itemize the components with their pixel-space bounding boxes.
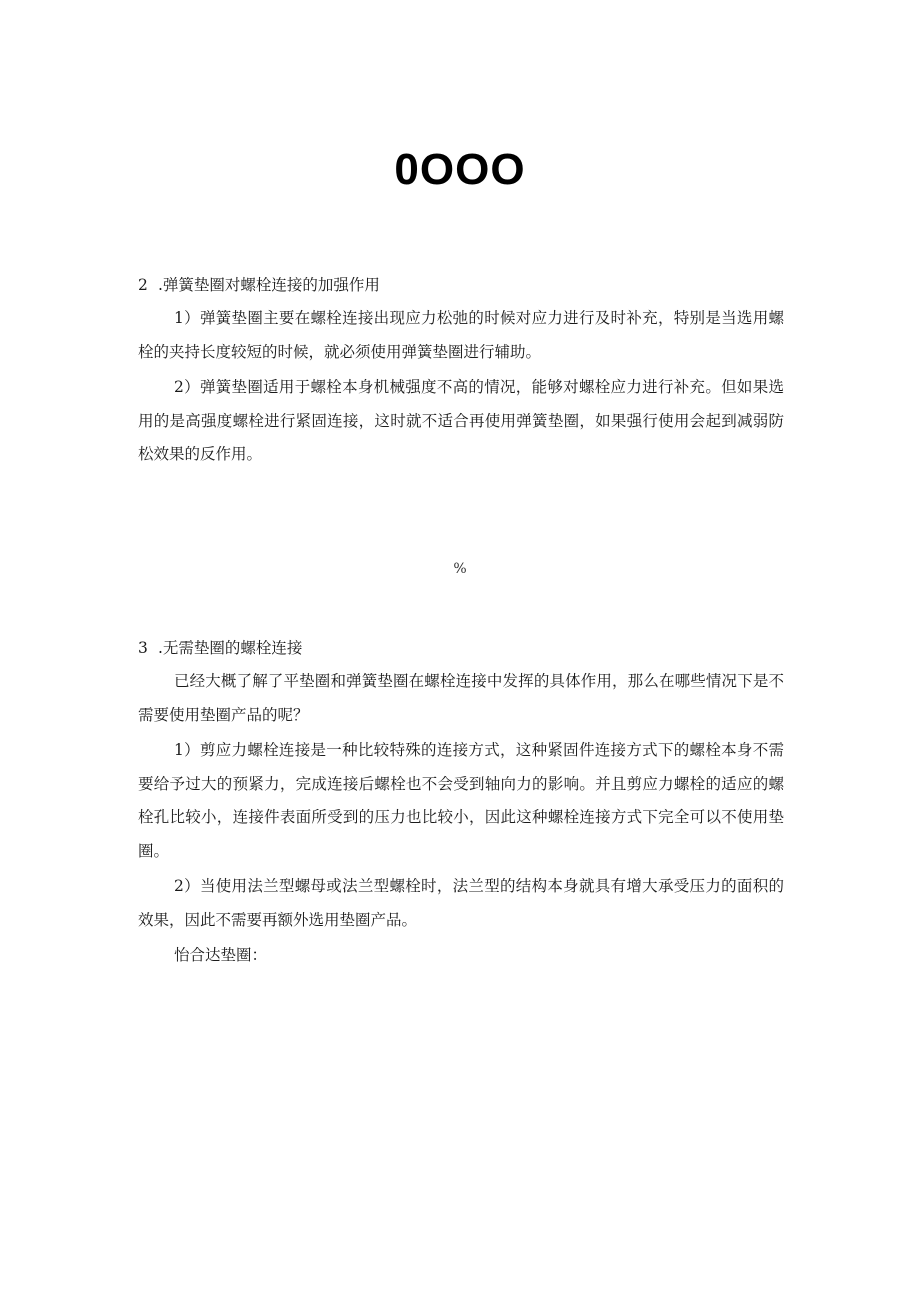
section-3-paragraph-3: 2）当使用法兰型螺母或法兰型螺栓时，法兰型的结构本身就具有增大承受压力的面积的效果，因此不需要再额外选用垫圈产品。 (138, 877, 784, 929)
section-3-paragraph-2: 1）剪应力螺栓连接是一种比较特殊的连接方式，这种紧固件连接方式下的螺栓本身不需要给予过大的预紧力，完成连接后螺栓也不会受到轴向力的影响。并且剪应力螺栓的适应的螺栓孔比较小，连接件表面所受到的压力也比较小，因此这种螺栓连接方式下完全可以不使用垫圈。 (138, 741, 784, 860)
divider-symbol: % (453, 561, 467, 577)
section-2-number: 2 (138, 276, 148, 294)
page-title: 0OOO (394, 145, 526, 194)
section-3-heading (138, 634, 784, 663)
section-2-paragraph-1: 1）弹簧垫圈主要在螺栓连接出现应力松弛的时候对应力进行及时补充，特别是当选用螺栓的夹持长度较短的时候，就必须使用弹簧垫圈进行辅助。 (138, 309, 784, 361)
section-2-heading-text: .弹簧垫圈对螺栓连接的加强作用 (158, 276, 380, 294)
section-3 (138, 634, 784, 973)
section-2 (138, 271, 784, 472)
section-2-heading (138, 271, 784, 300)
section-3-paragraph-1: 已经大概了解了平垫圈和弹簧垫圈在螺栓连接中发挥的具体作用，那么在哪些情况下是不需要使用垫圈产品的呢？ (138, 672, 784, 724)
section-3-heading-text: .无需垫圈的螺栓连接 (158, 639, 303, 657)
section-3-number: 3 (138, 639, 148, 657)
section-3-paragraph-4: 怡合达垫圈： (174, 946, 268, 964)
section-2-paragraph-2: 2）弹簧垫圈适用于螺栓本身机械强度不高的情况，能够对螺栓应力进行补充。但如果选用的是高强度螺栓进行紧固连接，这时就不适合再使用弹簧垫圈，如果强行使用会起到减弱防松效果的反作用。 (138, 378, 784, 463)
